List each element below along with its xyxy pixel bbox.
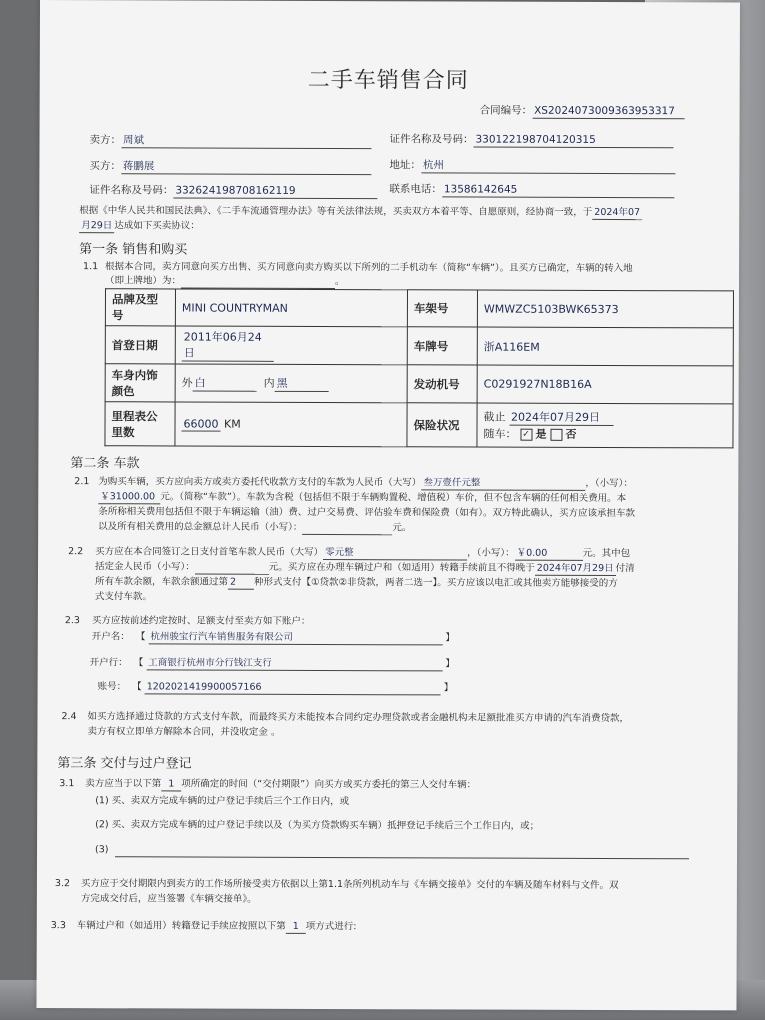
clause-2-4-num: 2.4 — [61, 711, 77, 723]
clause-1-1-line2: （即上牌地）为： 。 — [105, 275, 345, 288]
clause-3-3-text: 车辆过户和（如适用）转籍登记手续应按照以下第 1 项方式进行: — [76, 920, 357, 933]
clause-2-1-line4: 以及所有相关费用的总金额总计人民币（小写）： 元。 — [98, 521, 412, 534]
insurance-no-checkbox[interactable] — [550, 429, 562, 441]
account-name-row: 开户名： 【 杭州骏宝行汽车销售服务有限公司 】 — [91, 631, 455, 644]
account-number: 1202021419900057166 — [145, 680, 441, 695]
vin-value: WMWZC5103BWK65373 — [477, 290, 733, 328]
clause-3-3-num: 3.3 — [50, 920, 66, 932]
section-3-title: 第三条 交付与过户登记 — [57, 756, 192, 772]
contract-number: 合同编号： XS2024073009363953317 — [480, 105, 685, 120]
clause-3-2-line1: 买方应于交付期限内到卖方的工作场所接受卖方依据以上第1.1条所列机动车与《车辆交接单》交付的车辆及随车材料与文件。双 — [80, 878, 619, 892]
clause-2-3-text: 买方应按前述约定按时、足额支付至卖方如下账户： — [91, 615, 311, 627]
clause-2-1-line2: ￥31000.00 元。（简称“车款”）。车款为含税（包括但不限于车辆购置税、增值税）车价，但不包含车辆的任何相关费用。本 — [98, 490, 626, 506]
clause-3-1-option3: (3) — [95, 843, 689, 859]
seller-id: 330122198704120315 — [473, 134, 673, 149]
document-title: 二手车销售合同 — [307, 67, 469, 94]
clause-2-2-num: 2.2 — [68, 546, 84, 558]
preamble-line2: 月29日 达成如下买卖协议： — [79, 219, 200, 233]
clause-3-2-num: 3.2 — [54, 878, 71, 890]
table-row: 里程表公里数 66000 KM 保险状况 截止 2024年07月29日 随车： ✓ 是 否 — [105, 402, 733, 448]
seller-name: 周斌 — [121, 134, 371, 149]
account-number-row: 账号： 【 1202021419900057166 】 — [97, 681, 454, 694]
clause-3-2-line2: 方完成交付后，应当签署《车辆交接单》。 — [80, 893, 257, 905]
plate-value: 浙A116EM — [477, 327, 733, 366]
account-bank: 工商银行杭州市分行钱江支行 — [146, 656, 442, 671]
insurance-expiry: 2024年07月29日 — [509, 409, 613, 426]
clause-2-2-line1: 买方应在本合同签订之日支付首笔车款人民币（大写） 零元整 ，（小写）： ￥0.00 元。其中包 — [95, 546, 631, 560]
buyer-address-row: 地址： 杭州 — [389, 159, 675, 174]
preamble-line1: 根据《中华人民共和国民法典》、《二手车流通管理办法》等有关法律法规，买卖双方本着平等、自愿原则，经协商一致，于 2024年07 — [79, 204, 642, 220]
buyer-phone-row: 联系电话： 13586142645 — [389, 183, 674, 198]
exterior-color: 白 — [193, 375, 257, 392]
clause-2-2-line3: 所有车款余额，车款余额通过第 2 种形式支付【①贷款②非贷款，两者二选一】。买方应该以电汇或其他卖方能够接受的方 — [94, 576, 618, 590]
vehicle-info-table — [104, 288, 734, 448]
clause-2-3-num: 2.3 — [64, 615, 80, 627]
seller-row: 卖方： 周斌 — [89, 134, 371, 149]
account-name: 杭州骏宝行汽车销售服务有限公司 — [148, 630, 442, 645]
buyer-address: 杭州 — [421, 159, 675, 174]
account-bank-row: 开户行： 【 工商银行杭州市分行钱江支行 】 — [89, 657, 455, 670]
clause-3-1-text: 卖方应当于以下第 1 项所确定的时间（“交付期限”）向买方或买方委托的第三人交付车辆： — [85, 778, 477, 791]
mileage-value: 66000 — [181, 417, 220, 431]
buyer-name: 蒋鹏展 — [121, 160, 371, 175]
clause-3-1-option1: (1) 买、卖双方完成车辆的过户登记手续后三个工作日内，或 — [95, 795, 350, 808]
buyer-row: 买方： 蒋鹏展 — [89, 160, 371, 175]
seller-id-row: 证件名称及号码： 330122198704120315 — [389, 133, 673, 148]
clause-3-1-num: 3.1 — [59, 778, 75, 790]
table-row: 品牌及型号 MINI COUNTRYMAN 车架号 WMWZC5103BWK65373 — [105, 289, 733, 328]
engine-value: C0291927N18B16A — [477, 365, 733, 404]
buyer-id-row: 证件名称及号码： 332624198708162119 — [89, 184, 377, 199]
clause-2-1-line3: 条所称相关费用包括但不限于车辆运输（油）费、过户交易费、评估验车费和保险费（如有）。双方特此确认，买方应该承担车款 — [98, 506, 635, 520]
brand-value: MINI COUNTRYMAN — [175, 289, 407, 327]
table-row: 首登日期 2011年06月24日 车牌号 浙A116EM — [105, 326, 733, 366]
reg-date-value: 2011年06月24日 — [182, 328, 274, 361]
table-row: 车身内饰颜色 外 白 内 黑 发动机号 C0291927N18B16A — [105, 364, 733, 404]
contract-page — [36, 0, 740, 1010]
clause-1-1-num: 1.1 — [83, 261, 99, 273]
clause-2-4-line2: 卖方有权立即单方解除本合同，并没收定金 。 — [87, 726, 281, 738]
buyer-phone: 13586142645 — [442, 183, 674, 198]
clause-2-2-line4: 式支付车款。 — [94, 591, 152, 603]
clause-2-2-line2: 括定金人民币（小写）： 元。买方应在办理车辆过户和（如适用）转籍手续前且不得晚于 2024年07月29日 付清 — [95, 561, 635, 575]
section-1-title: 第一条 销售和购买 — [79, 242, 188, 258]
clause-1-1-line1: 根据本合同，卖方同意向买方出售、买方同意向卖方购买以下所列的二手机动车（简称“车辆”）。且买方已确定，车辆的转入地 — [105, 261, 633, 275]
buyer-id: 332624198708162119 — [173, 184, 377, 199]
section-2-title: 第二条 车款 — [70, 456, 140, 472]
insurance-yes-checkbox[interactable]: ✓ — [520, 429, 532, 441]
clause-2-1-num: 2.1 — [74, 476, 90, 488]
clause-3-1-option2: (2) 买、卖双方完成车辆的过户登记手续以及（为买方贷款购买车辆）抵押登记手续后三个工作日内，或； — [95, 819, 540, 832]
clause-2-4-line1: 如买方选择通过贷款的方式支付车款，而最终买方未能按本合同约定办理贷款或者金融机构未足额批准买方申请的汽车消费贷款， — [87, 711, 630, 725]
clause-2-1-line1: 为购买车辆，买方应向卖方或卖方委托代收款方支付的车款为人民币（大写） 叁万壹仟元整 ，（小写）： — [98, 476, 633, 490]
interior-color: 黑 — [275, 375, 329, 392]
